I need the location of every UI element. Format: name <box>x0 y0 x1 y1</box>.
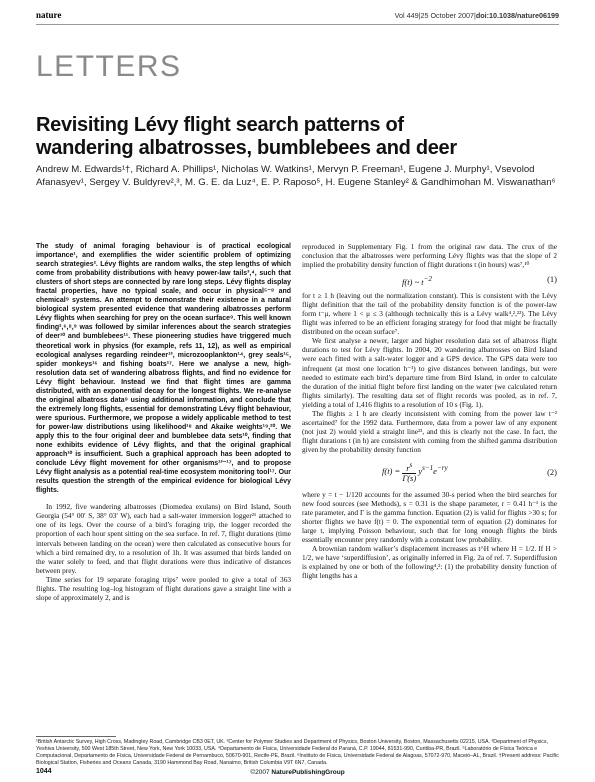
equation-1 <box>302 272 557 288</box>
body-paragraph: Time series for 19 separate foraging trips⁷ were pooled to give a total of 363 flights. The resulting log–log histogram of flight durations gave a straight line with a slope of approximately 2, and is <box>36 574 291 602</box>
doi-link[interactable]: doi:10.1038/nature06199 <box>475 11 559 20</box>
body-paragraph: A brownian random walker’s displacement increases as t^H where H = 1/2. If H > 1/2, we have ‘superdiffusion’, as originally inferred in Fig. 2a of ref. 7. Superdiffusion is explained by one or both of the following⁴,²: (1) the probability density function of flight lengths has a <box>302 544 557 581</box>
issue-info <box>395 11 559 20</box>
body-paragraph: reproduced in Supplementary Fig. 1 from the original raw data. The crux of the conclusion that the albatrosses were performing Lévy flights was that the slope of 2 implied the probability density function of flight durations t (in hours) was⁷,¹⁰ <box>302 242 557 270</box>
header-rule <box>36 24 559 25</box>
left-column <box>36 242 291 602</box>
equation-2 <box>302 457 557 487</box>
page-number: 1044 <box>36 768 52 775</box>
equation-1-number: (1) <box>547 274 557 285</box>
body-paragraph: where y = t − 1/120 accounts for the assumed 30-s period when the bird searches for new food sources (see Methods), s = 0.31 is the shape parameter, r = 0.41 h⁻¹ is the rate parameter, and Γ is the gamma function. Equation (2) is valid for flights >30 s; for shorter flights we have f(t) = 0. The exponential term of equation (2) dominates for large t, implying Poisson behaviour, such that for long enough flights the birds essentially encounter prey randomly with a constant low probability. <box>302 489 557 545</box>
body-paragraph: for t ≥ 1 h (leaving out the normalization constant). This is consistent with the Lévy flight definition that the tail of the probability density function is of the power-law form t⁻μ, where 1 < μ ≤ 3 (although technically this is a Lévy walk⁴,²,²²). The Lévy flight was inferred to be an efficient foraging strategy for food that might be fractally distributed on the ocean surface⁷. <box>302 291 557 337</box>
publisher-name: NaturePublishingGroup <box>271 769 345 776</box>
equation-1-body: f(t) ~ $t^{-2}$ <box>402 275 432 287</box>
affiliations-footnote: ¹British Antarctic Survey, High Cross, Madingley Road, Cambridge CB3 0ET, UK. ²Center for Polymer Studies and Department of Physics, Boston University, Boston, Massachusetts 02215, USA. ³Department of Physics, Yeshiva University, 500 West 185th Street, New York, New York 10033, USA. ⁴Departamento de Física, Universidade Federal do Paraná, C.P. 19044, 81531-990, Curitiba-PR, Brazil. ⁵Laboratório de Física Teórica e Computacional, Departamento de Física, Universidade Federal de Pernambuco, 50670-901, Recife-PE, Brazil. ⁶Instituto de Física, Universidade Federal de Alagoas, 57072-970, Maceió–AL, Brazil. †Present address: Pacific Biological Station, Fisheries and Oceans Canada, 3190 Hammond Bay Road, Nanaimo, British Columbia V9T 6N7, Canada. <box>36 739 559 767</box>
equation-2-body: f(t) = $\frac{r^s}{\Gamma(s)}$ $y^{s-1}e^{-ry}$ <box>382 460 448 483</box>
journal-logo: nature <box>36 10 62 20</box>
body-paragraph: The flights ≥ 1 h are clearly inconsistent with coming from the power law t⁻² ascertained⁷ for the 1992 data. Furthermore, data from a power law of any exponent (not just 2) would yield a straight line²³, and this is clearly not the case. In fact, the flight durations t (in h) are consistent with coming from the shifted gamma distribution given by the probability density function <box>302 408 557 454</box>
running-header <box>36 8 559 22</box>
volume-date: Vol 449|25 October 2007| <box>394 11 476 20</box>
copyright-line <box>0 769 595 776</box>
author-list: Andrew M. Edwards¹†, Richard A. Phillips¹, Nicholas W. Watkins¹, Mervyn P. Freeman¹, Eugene J. Murphy¹, Vsevolod Afanasyev¹, Sergey V. Buldyrev²,³, M. G. E. da Luz⁴, E. P. Raposo⁵, H. Eugene Stanley² & Gandhimohan M. Viswanathan⁶ <box>36 164 556 189</box>
equation-2-number: (2) <box>547 466 557 477</box>
section-label: LETTERS <box>36 50 182 83</box>
footnote-rule <box>36 736 116 737</box>
body-paragraph: We first analyse a newer, larger and higher resolution data set of albatross flight durations to test for Lévy flights. In 2004, 20 wandering albatrosses on Bird Island were each fitted with a salt-water logger and a GPS device. The GPS data were too infrequent (at most one location h⁻¹) to give distances between landings, but were needed to estimate each bird’s departure time from Bird Island, in order to calculate the duration of the initial flight before first landing on the water (we calculated return flights similarly). The resulting data set of flight records was pooled, as in ref. 7, yielding a total of 1,416 flights to a resolution of 10 s (Fig. 1). <box>302 336 557 409</box>
abstract: The study of animal foraging behaviour is of practical ecological importance¹, and exemplifies the wider scientific problem of optimizing search strategies². Lévy flights are random walks, the step lengths of which come from probability distributions with heavy power-law tails³,⁴, such that clusters of short steps are connected by rare long steps. Lévy flights display fractal properties, have no typical scale, and occur in physical⁵⁻⁸ and chemical⁹ systems. An attempt to demonstrate their existence in a natural biological system presented evidence that wandering albatrosses perform Lévy flights when searching for prey on the ocean surface⁹. This well known finding²,⁶,⁸,⁹ was followed by similar inferences about the search strategies of deer¹⁰ and bumblebees¹¹. These pioneering studies have triggered much theoretical work in physics (for example, refs 11, 12), as well as empirical ecological analyses regarding reindeer¹³, microzooplankton¹⁴, grey seals¹⁵, spider monkeys¹⁶ and fishing boats¹⁷. Here we analyse a new, high-resolution data set of wandering albatross flights, and find no evidence for Lévy flight behaviour. Instead we find that flight times are gamma distributed, with an exponential decay for the longest flights. We re-analyse the original albatross data⁹ using additional information, and conclude that the extremely long flights, essential for demonstrating Lévy flight behaviour, were spurious. Furthermore, we propose a widely applicable method to test for power-law distributions using likelihood¹⁸ and Akaike weights¹⁹,²⁰. We apply this to the four original deer and bumblebee data sets¹⁰, finding that none exhibits evidence of Lévy flights, and that the original graphical approach¹⁰ is insufficient. Such a graphical approach has been adopted to conclude Lévy flight movement for other organisms¹³⁻¹⁷, and to propose Lévy flight analysis as a potential real-time ecosystem monitoring tool¹⁷. Our results question the strength of the empirical evidence for biological Lévy flights. <box>36 243 291 495</box>
copyright-year: ©2007 <box>250 769 270 776</box>
article-title: Revisiting Lévy flight search patterns of wandering albatrosses, bumblebees and deer <box>36 114 457 159</box>
body-paragraph: In 1992, five wandering albatrosses (Diomedea exulans) on Bird Island, South Georgia (54° 00′ S, 38° 03′ W), each had a salt-water immersion logger²¹ attached to one of its legs. Over the course of a bird’s foraging trip, the logger recorded the proportion of each hour spent sitting on the sea surface. In ref. 7, flight durations (time intervals between landing on the ocean) were then calculated as consecutive hours for which a bird remained dry, to a resolution of 1h. It was assumed that birds landed on the water solely to feed, and that flight durations were thus indicative of distances between prey. <box>36 502 291 575</box>
right-column <box>302 242 557 580</box>
